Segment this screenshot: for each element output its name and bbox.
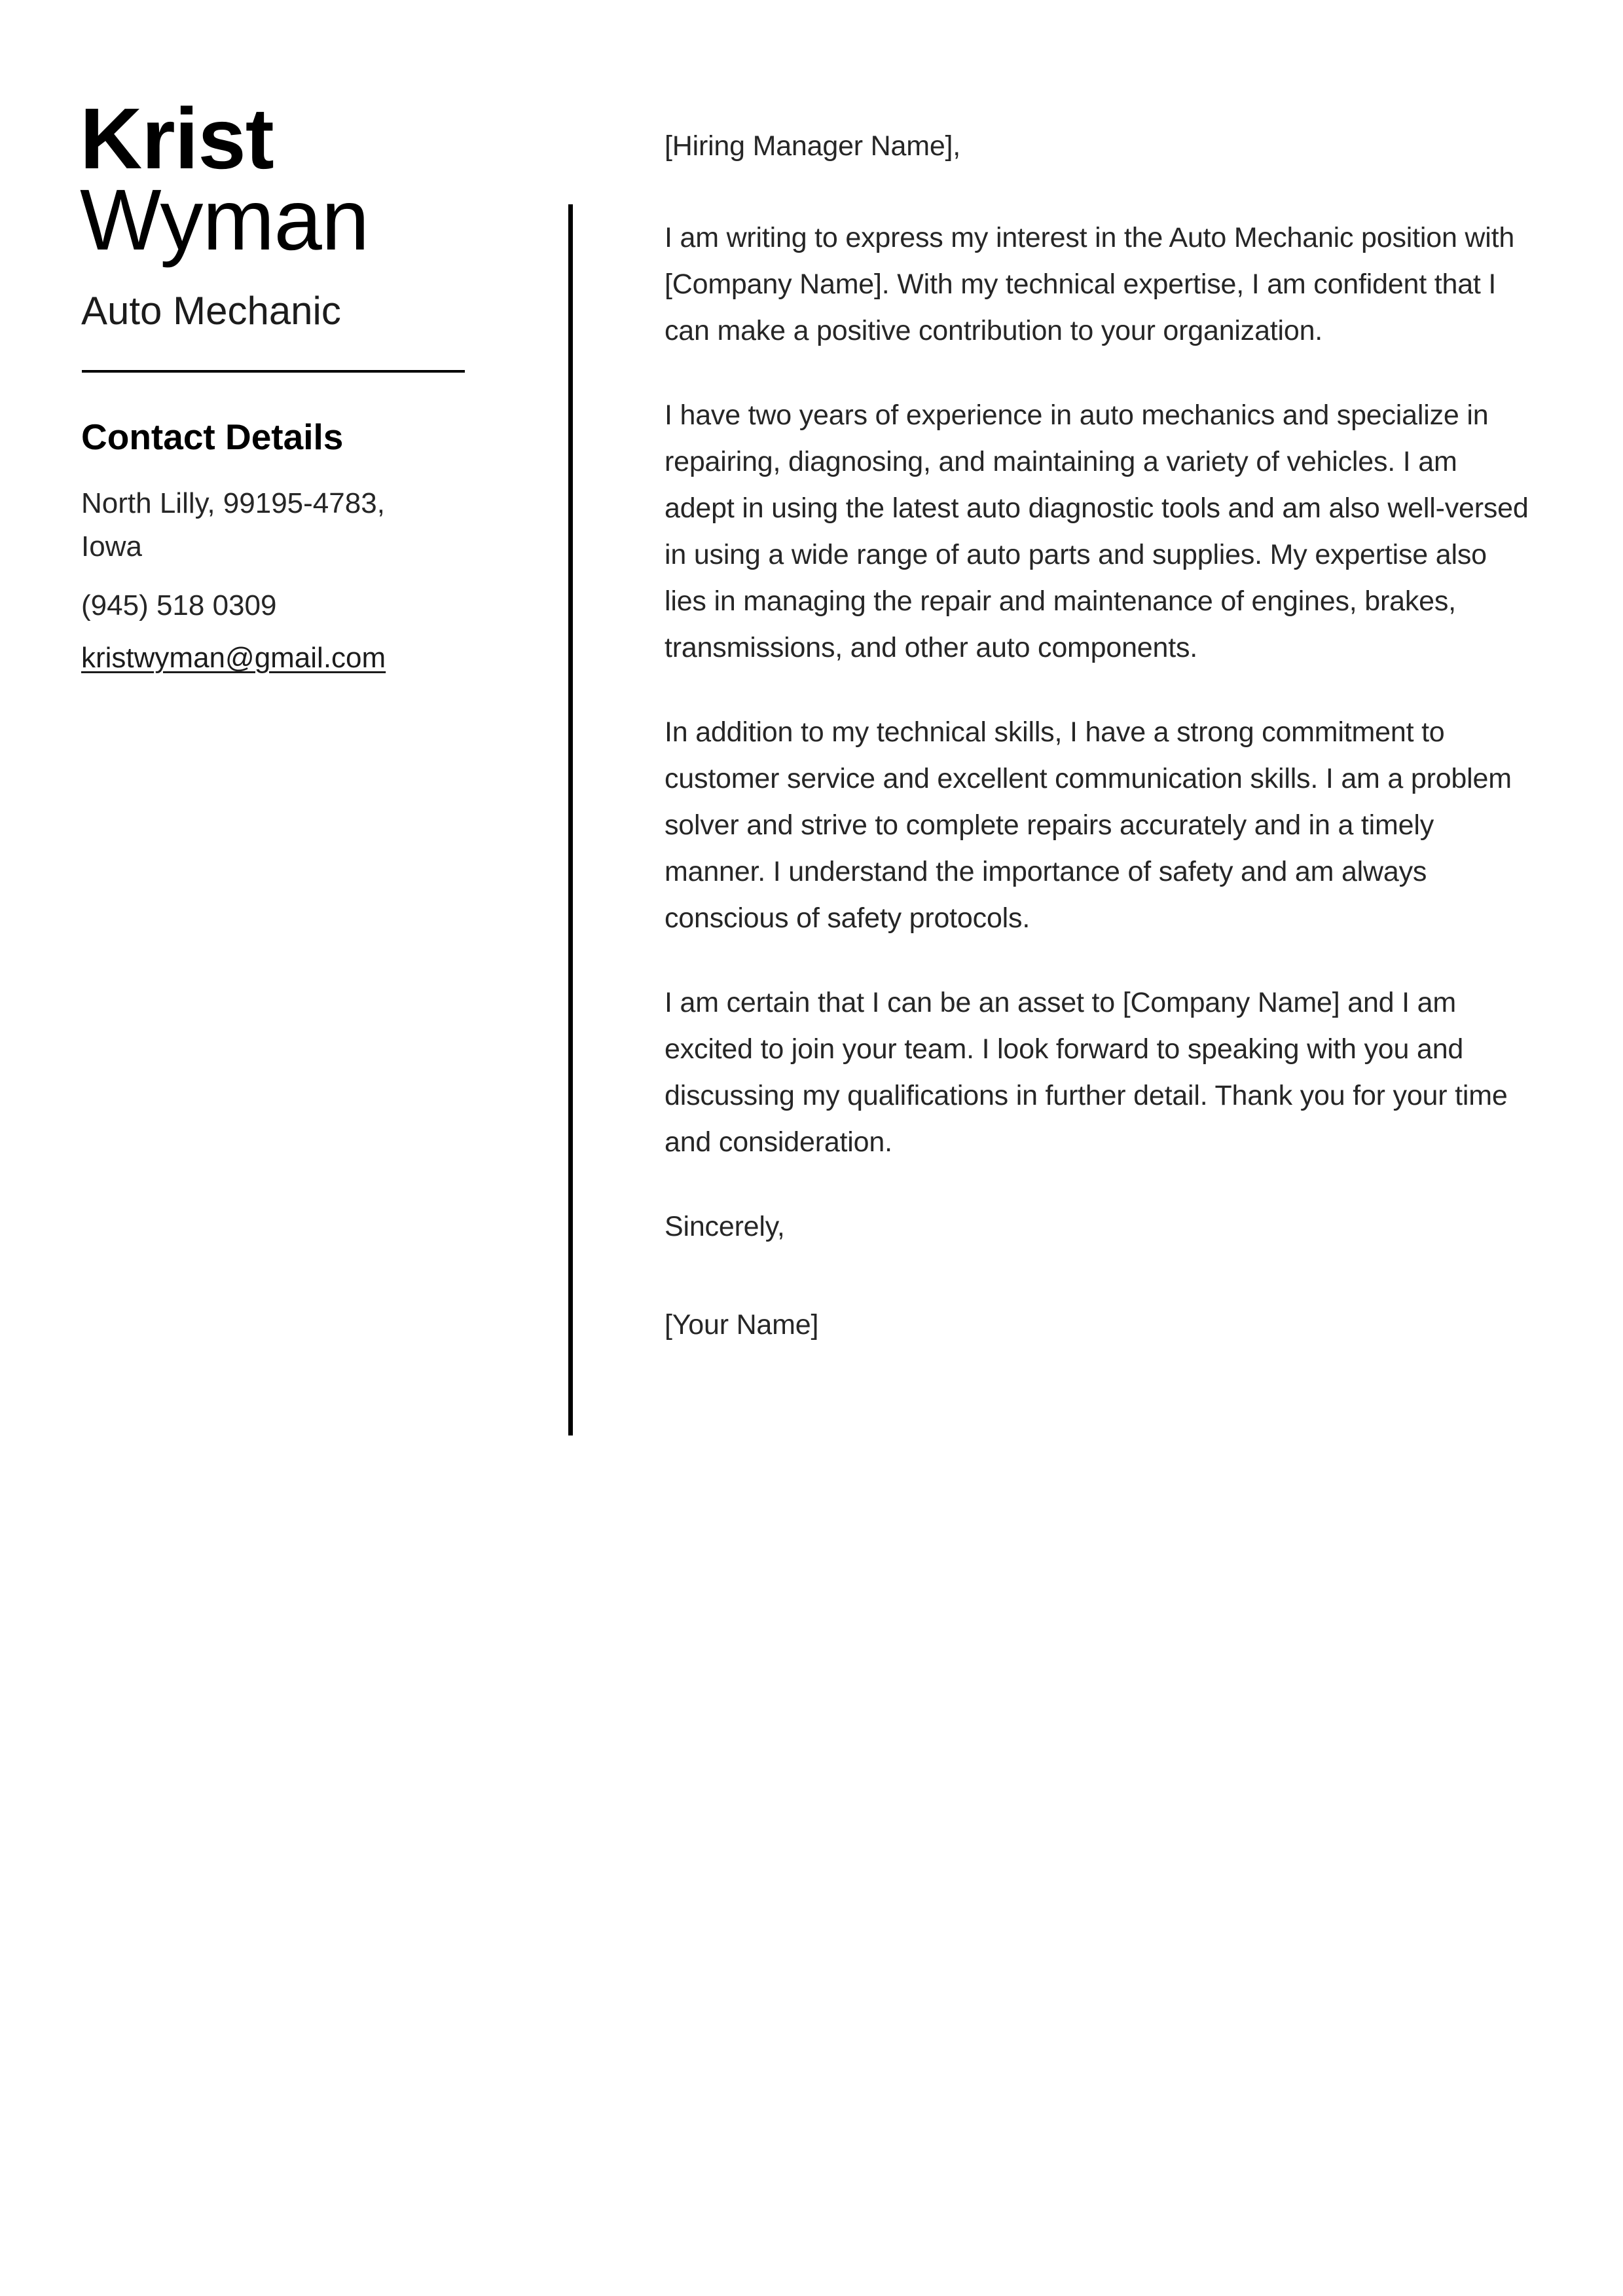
- candidate-name: [80, 90, 369, 268]
- letter-paragraph: In addition to my technical skills, I have a strong commitment to customer service and excellent communication skills. I am a problem solver and strive to complete repairs accurately and in a timely manner. I understand the importance of safety and am always conscious of safety protocols.: [665, 716, 1512, 934]
- letter-closing: Sincerely,: [665, 1211, 785, 1242]
- contact-phone: (945) 518 0309: [81, 589, 277, 621]
- job-title: Auto Mechanic: [81, 289, 341, 333]
- candidate-first-name: Krist: [80, 90, 274, 187]
- contact-details-heading: Contact Details: [81, 417, 344, 457]
- letter-paragraph: I have two years of experience in auto mechanics and specialize in repairing, diagnosing, and maintaining a variety of vehicles. I am adept in using the latest auto diagnostic tools and am also well-versed in using a wide range of auto parts and supplies. My expertise also lies in managing the repair and maintenance of engines, brakes, transmissions, and other auto components.: [665, 399, 1529, 663]
- letter-paragraph: I am writing to express my interest in the Auto Mechanic position with [Company Name]. With my technical expertise, I am confident that I can make a positive contribution to your organization.: [665, 222, 1515, 346]
- letter-paragraph: I am certain that I can be an asset to [Company Name] and I am excited to join your team. I look forward to speaking with you and discussing my qualifications in further detail. Thank you for your time and consideration.: [665, 987, 1508, 1158]
- letter-body: [568, 204, 1532, 1435]
- letter-signature: [Your Name]: [665, 1309, 819, 1341]
- contact-email: [81, 637, 386, 680]
- horizontal-divider: [82, 370, 465, 373]
- candidate-last-name: Wyman: [80, 172, 369, 268]
- contact-address: North Lilly, 99195-4783, Iowa: [81, 487, 385, 563]
- letter-greeting: [Hiring Manager Name],: [665, 130, 961, 162]
- email-link[interactable]: kristwyman@gmail.com: [81, 642, 386, 674]
